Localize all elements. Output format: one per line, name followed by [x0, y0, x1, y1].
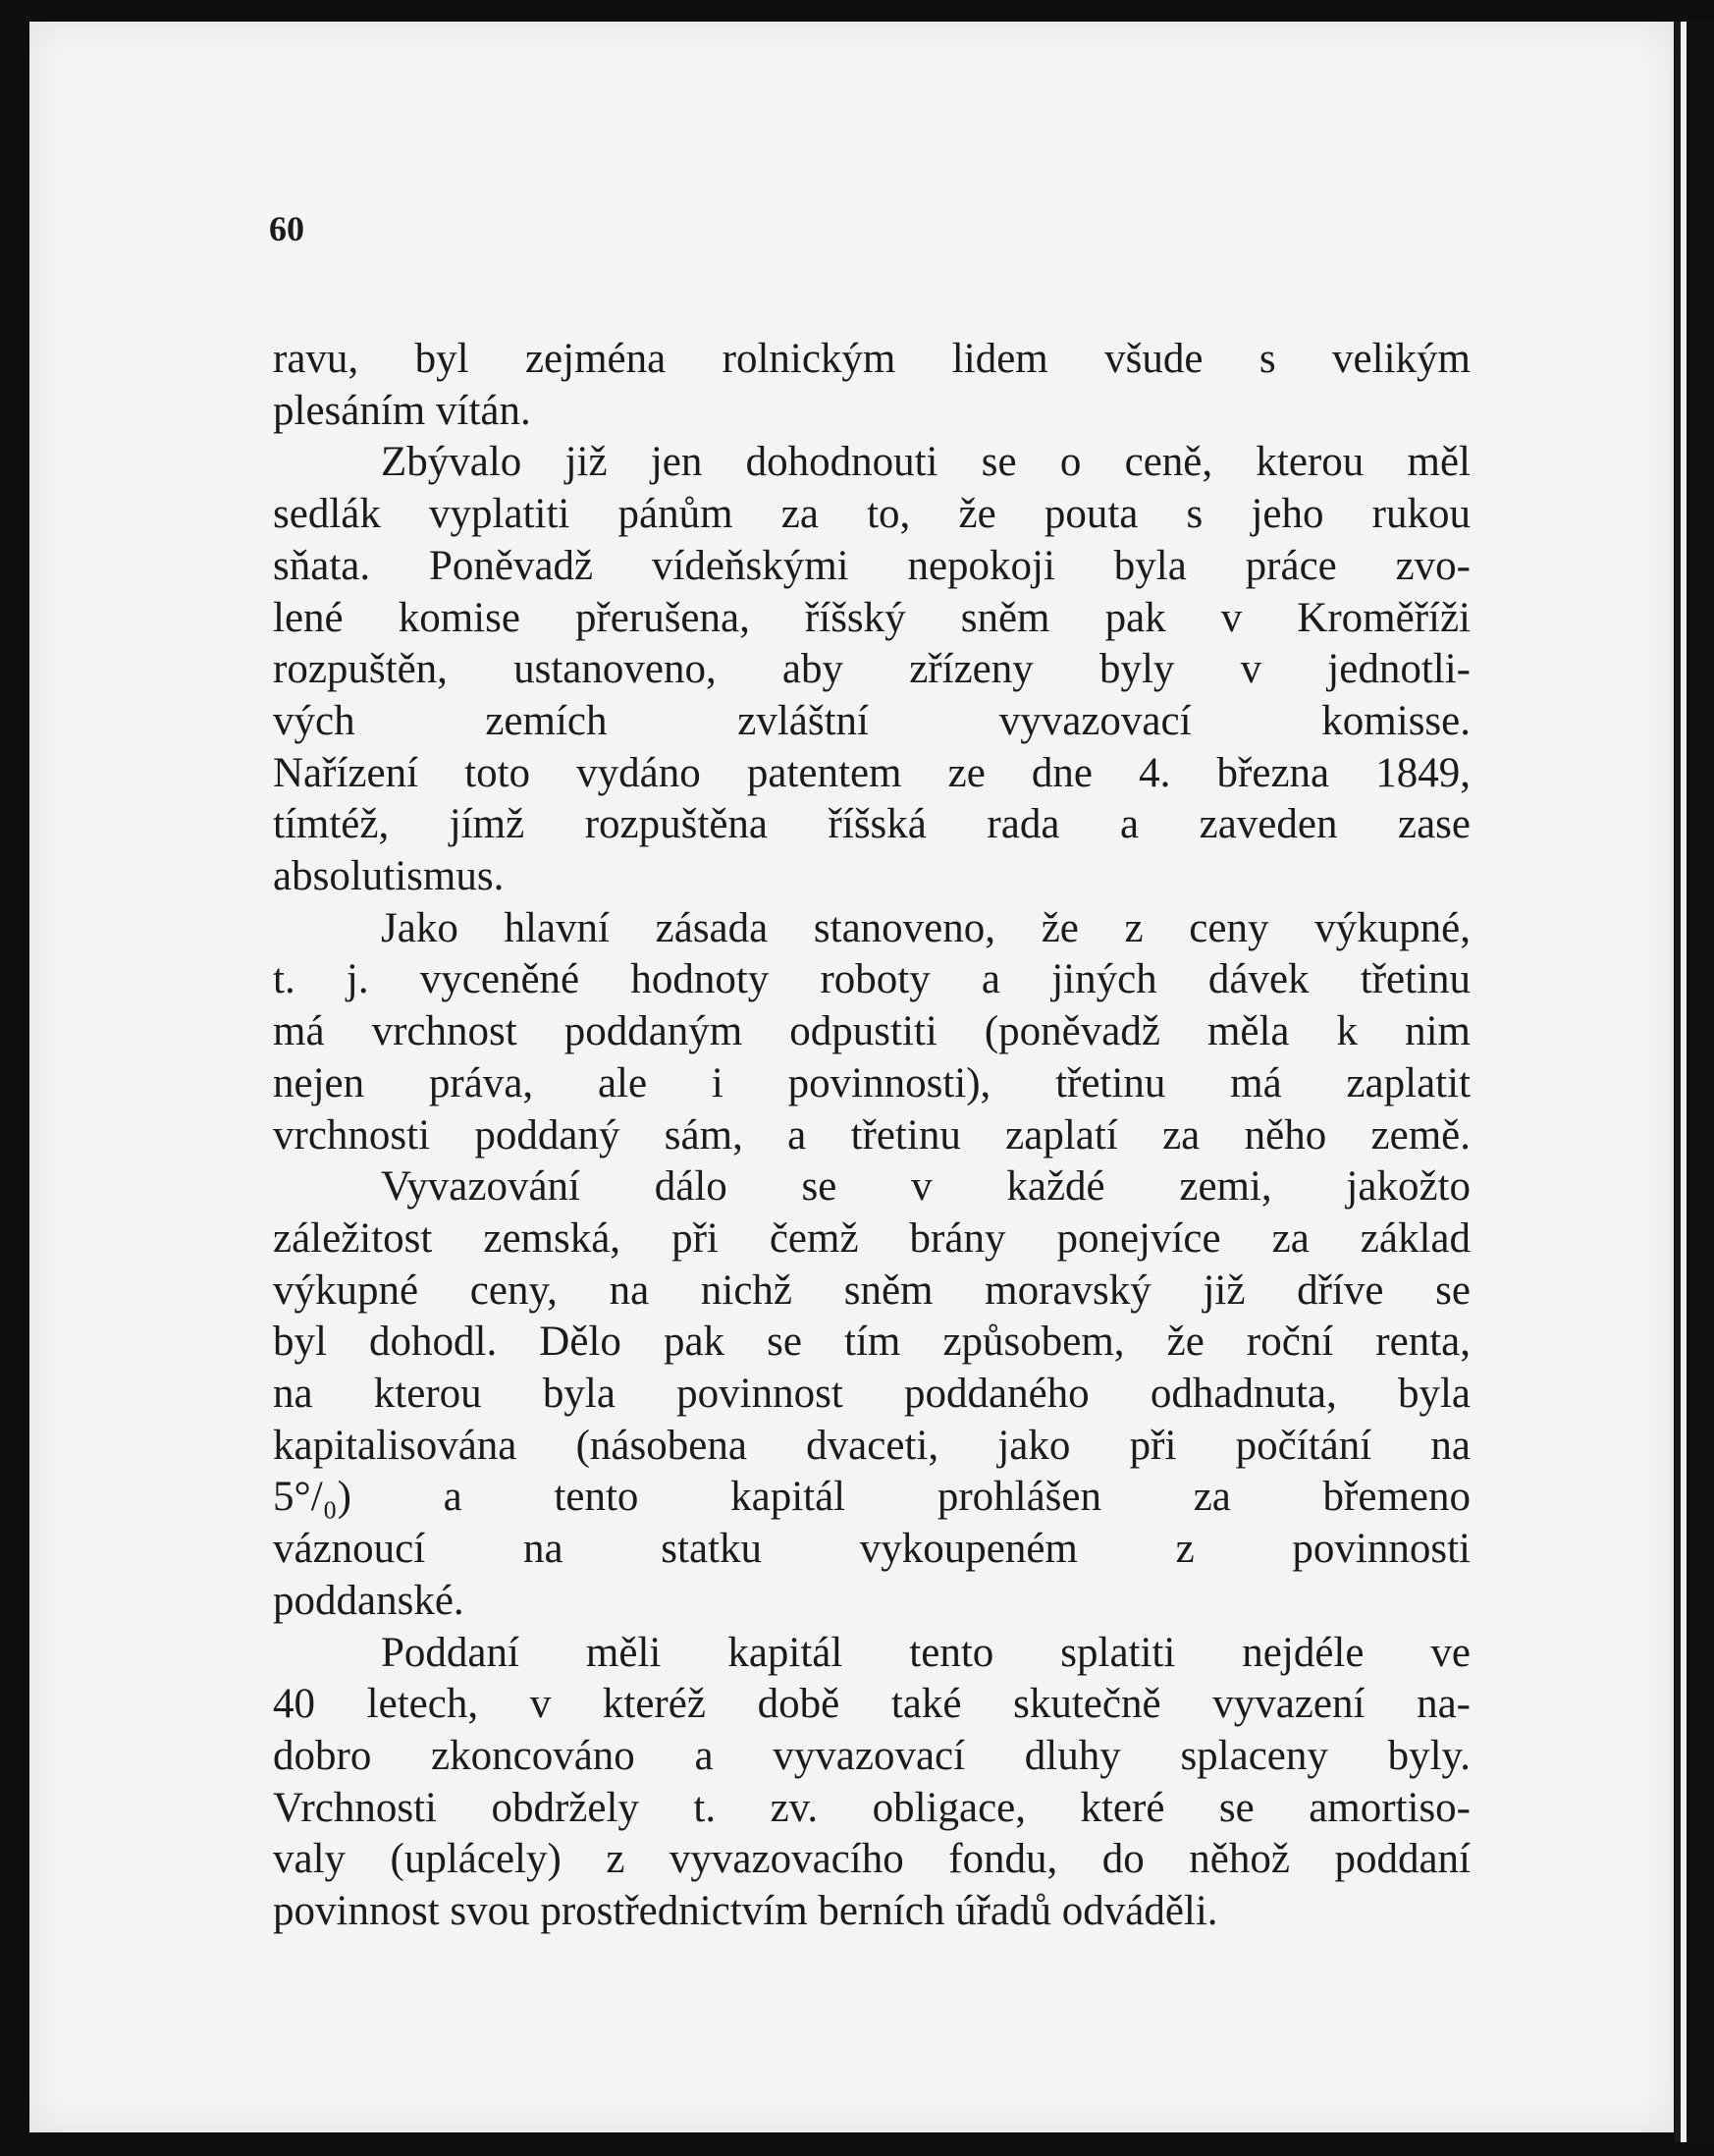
page-number: 60: [269, 209, 304, 248]
text-line: plesáním vítán.: [273, 387, 531, 434]
text-line: vrchnosti poddaný sám, a třetinu zaplatí za něho země.: [273, 1111, 1471, 1159]
text-line: na kterou byla povinnost poddaného odhadnuta, byla: [273, 1371, 1471, 1418]
text-line: Nařízení toto vydáno patentem ze dne 4. března 1849,: [273, 749, 1471, 796]
text-line: 5°/₀) a tento kapitál prohlášen za břemeno: [273, 1474, 1471, 1521]
text-line: tímtéž, jímž rozpuštěna říšská rada a zaveden zase: [273, 801, 1471, 848]
adjacent-page-edge: [1675, 22, 1714, 2142]
text-line: absolutismus.: [273, 853, 505, 900]
text-line: sňata. Poněvadž vídeňskými nepokoji byla práce zvo-: [273, 542, 1471, 589]
text-line: ravu, byl zejména rolnickým lidem všude s velikým: [273, 336, 1471, 382]
text-line: lené komise přerušena, říšský sněm pak v Kroměříži: [273, 594, 1471, 641]
text-line: váznoucí na statku vykoupeném z povinnosti: [273, 1526, 1471, 1573]
text-line: výkupné ceny, na nichž sněm moravský již dříve se: [273, 1267, 1471, 1314]
text-line: Vrchnosti obdržely t. zv. obligace, které se amortiso-: [273, 1784, 1471, 1831]
text-line: povinnost svou prostřednictvím berních úřadů odváděli.: [273, 1888, 1218, 1935]
body-text: [273, 334, 1471, 1938]
text-line: rozpuštěn, ustanoveno, aby zřízeny byly v jednotli-: [273, 646, 1471, 693]
text-line: Zbývalo již jen dohodnouti se o ceně, kterou měl: [381, 439, 1471, 486]
text-line: má vrchnost poddaným odpustiti (poněvadž měla k nim: [273, 1008, 1471, 1055]
text-line: vých zemích zvláštní vyvazovací komisse.: [273, 697, 1471, 744]
text-line: 40 letech, v kteréž době také skutečně vyvazení na-: [273, 1681, 1471, 1728]
text-line: Vyvazování dálo se v každé zemi, jakožto: [381, 1163, 1471, 1211]
text-line: Poddaní měli kapitál tento splatiti nejdéle ve: [381, 1629, 1471, 1676]
text-line: dobro zkoncováno a vyvazovací dluhy splaceny byly.: [273, 1732, 1471, 1779]
text-line: kapitalisována (násobena dvaceti, jako při počítání na: [273, 1422, 1471, 1469]
text-line: valy (uplácely) z vyvazovacího fondu, do něhož poddaní: [273, 1836, 1471, 1883]
text-line: byl dohodl. Dělo pak se tím způsobem, že roční renta,: [273, 1319, 1471, 1366]
text-line: t. j. vyceněné hodnoty roboty a jiných dávek třetinu: [273, 956, 1471, 1003]
text-line: nejen práva, ale i povinnosti), třetinu má zaplatit: [273, 1059, 1471, 1106]
text-line: Jako hlavní zásada stanoveno, že z ceny výkupné,: [381, 904, 1471, 951]
text-line: záležitost zemská, při čemž brány ponejvíce za základ: [273, 1214, 1471, 1262]
text-line: sedlák vyplatiti pánům za to, že pouta s jeho rukou: [273, 491, 1471, 538]
text-line: poddanské.: [273, 1577, 464, 1624]
book-page: [29, 22, 1674, 2132]
